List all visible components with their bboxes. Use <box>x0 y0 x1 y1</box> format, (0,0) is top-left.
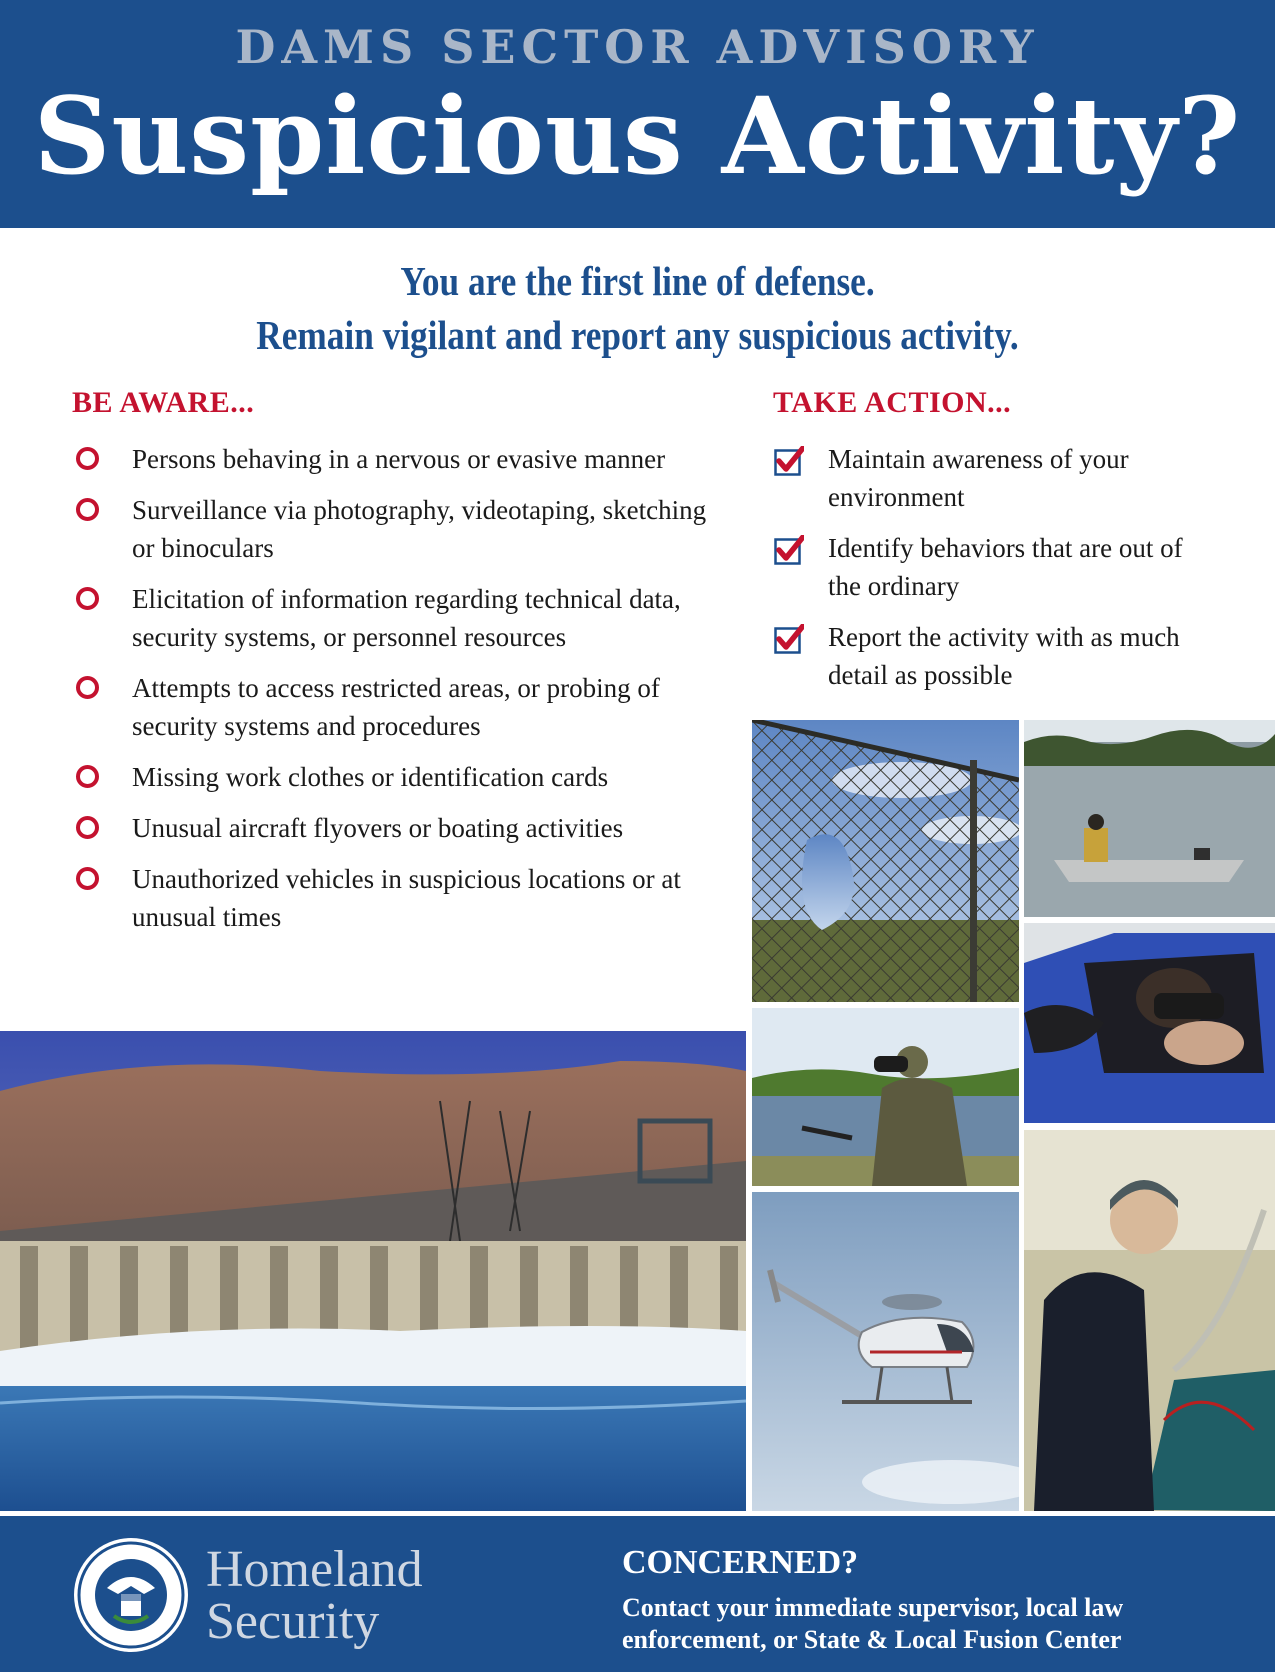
binoculars-image <box>752 1008 1019 1186</box>
tagline-line-1: You are the first line of defense. <box>400 258 875 304</box>
photo-helicopter <box>752 1192 1019 1511</box>
list-item <box>72 860 712 936</box>
concerned-line-1: Contact your immediate supervisor, local law <box>622 1593 1124 1622</box>
dhs-seal-logo <box>72 1536 190 1654</box>
helicopter-image <box>752 1192 1019 1511</box>
list-item <box>72 809 712 847</box>
list-item <box>72 491 712 567</box>
photo-dam-spillway <box>0 1031 746 1511</box>
concerned-line-2: enforcement, or State & Local Fusion Center <box>622 1625 1122 1654</box>
list-item <box>72 758 712 796</box>
circle-bullet-icon <box>76 447 99 470</box>
checkbox-checked-icon <box>774 535 804 565</box>
be-aware-heading: BE AWARE... <box>72 386 255 419</box>
list-item-text: Maintain awareness of your environment <box>828 444 1129 512</box>
agency-line-2: Security <box>206 1593 380 1650</box>
checkbox-checked-icon <box>774 446 804 476</box>
car-hood-image <box>1024 1130 1275 1511</box>
photo-boat-on-lake <box>1024 720 1275 917</box>
list-item-text: Surveillance via photography, videotaping, sketching or binoculars <box>132 495 707 563</box>
boat-image <box>1024 720 1275 917</box>
circle-bullet-icon <box>76 867 99 890</box>
list-item-text: Attempts to access restricted areas, or probing of security systems and procedures <box>132 673 660 741</box>
list-item <box>773 529 1213 605</box>
checkbox-checked-icon <box>774 624 804 654</box>
tagline-line-2: Remain vigilant and report any suspicious activity. <box>256 312 1019 358</box>
list-item-text: Missing work clothes or identification cards <box>132 762 609 792</box>
photo-car-surveillance <box>1024 923 1275 1123</box>
photo-person-at-car-hood <box>1024 1130 1275 1511</box>
tagline <box>89 254 1186 362</box>
cut-fence-image <box>752 720 1019 1002</box>
list-item-text: Unusual aircraft flyovers or boating activities <box>132 813 624 843</box>
circle-bullet-icon <box>76 816 99 839</box>
concerned-contact-text <box>622 1592 1242 1656</box>
footer-banner <box>0 1516 1275 1672</box>
circle-bullet-icon <box>76 498 99 521</box>
list-item-text: Unauthorized vehicles in suspicious locations or at unusual times <box>132 864 681 932</box>
advisory-kicker: DAMS SECTOR ADVISORY <box>235 20 1040 74</box>
circle-bullet-icon <box>76 765 99 788</box>
concerned-heading: CONCERNED? <box>622 1544 859 1581</box>
circle-bullet-icon <box>76 676 99 699</box>
photo-cut-fence <box>752 720 1019 1002</box>
page-title: Suspicious Activity? <box>33 73 1242 198</box>
list-item <box>72 580 712 656</box>
circle-bullet-icon <box>76 587 99 610</box>
list-item <box>72 440 712 478</box>
dam-image <box>0 1031 746 1511</box>
be-aware-list <box>72 440 712 949</box>
car-surveillance-image <box>1024 923 1275 1123</box>
header-banner <box>0 0 1275 228</box>
take-action-heading: TAKE ACTION... <box>773 386 1012 419</box>
list-item <box>773 618 1213 694</box>
take-action-list <box>773 440 1213 707</box>
agency-line-1: Homeland <box>206 1541 423 1598</box>
list-item-text: Persons behaving in a nervous or evasive manner <box>132 444 666 474</box>
list-item-text: Identify behaviors that are out of the ordinary <box>828 533 1183 601</box>
agency-wordmark <box>206 1541 423 1650</box>
list-item-text: Report the activity with as much detail as possible <box>828 622 1180 690</box>
list-item <box>773 440 1213 516</box>
list-item <box>72 669 712 745</box>
photo-binoculars-boat <box>752 1008 1019 1186</box>
list-item-text: Elicitation of information regarding technical data, security systems, or personnel resources <box>132 584 681 652</box>
